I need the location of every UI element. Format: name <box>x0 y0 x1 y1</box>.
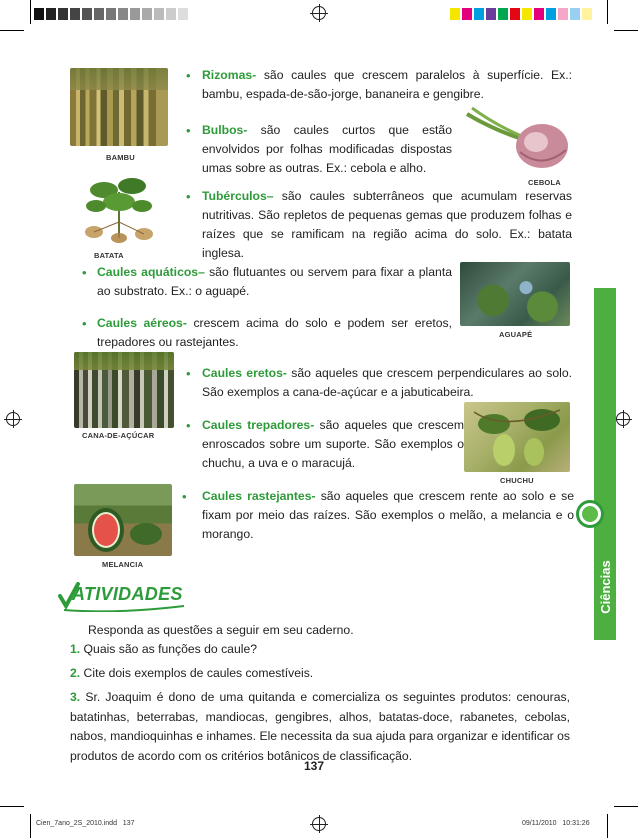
photo-bambu <box>70 68 168 146</box>
photo-chuchu <box>464 402 570 472</box>
term-rastejantes: Caules rastejantes- <box>202 489 316 503</box>
bullet-icon: • <box>186 418 191 433</box>
bullet-icon: • <box>82 316 87 331</box>
activities-intro: Responda as questões a seguir em seu caderno. <box>88 623 354 637</box>
term-eretos: Caules eretos- <box>202 366 287 380</box>
caption-bambu: BAMBU <box>106 153 135 162</box>
question-3-number: 3. <box>70 690 81 704</box>
slug-file: Cien_7ano_2S_2010.indd 137 <box>36 820 135 827</box>
photo-cana <box>74 352 174 428</box>
caption-cebola: CEBOLA <box>528 178 561 187</box>
text-rizomas: são caules que crescem paralelos à superfície. Ex.: bambu, espada-de-são-jorge, bananeira e gengibre. <box>202 68 572 101</box>
section-aquaticos <box>97 263 452 301</box>
registration-mark-left <box>6 412 20 426</box>
text-eretos: são aqueles que crescem perpendiculares ao solo. São exemplos a cana-de-açúcar e a jabuticabeira. <box>202 366 572 399</box>
photo-batata <box>74 172 164 248</box>
term-bulbos: Bulbos- <box>202 123 248 137</box>
potato-plant-illustration <box>74 172 164 248</box>
section-rizomas <box>202 66 572 104</box>
question-1-number: 1. <box>70 642 81 656</box>
text-aereos: crescem acima do solo e podem ser eretos, trepadores ou rastejantes. <box>97 316 453 349</box>
section-rastejantes <box>202 487 574 544</box>
registration-mark-right <box>616 412 630 426</box>
question-3-text: Sr. Joaquim é dono de uma quitanda e comercializa os seguintes produtos: cenouras, batatinhas, beterrabas, mandiocas, gengibres, alhos, batatas-doce, rabanetes, cebolas, nabos, mandioquinhas e inhames. Ele necessita da sua ajuda para organizar e identificar os produtos de acordo com os critérios botânicos de classificação. <box>70 690 570 763</box>
bullet-icon: • <box>186 366 191 381</box>
chayote-illustration <box>464 402 570 472</box>
bullet-icon: • <box>186 68 191 83</box>
photo-cebola <box>462 104 572 174</box>
bullet-icon: • <box>186 189 191 204</box>
text-tuberculos: são caules subterrâneos que acumulam reservas nutritivas. São repletos de pequenas gemas que produzem folhas e raízes que se ramificam na região acima do solo. Ex.: batata inglesa. <box>202 189 572 260</box>
caption-melancia: MELANCIA <box>102 560 144 569</box>
section-eretos <box>202 364 572 402</box>
activities-banner <box>58 580 188 612</box>
side-tab-label: Ciências <box>598 560 613 614</box>
caption-aguape: AGUAPÉ <box>499 330 533 339</box>
question-3 <box>70 688 570 766</box>
section-aereos <box>97 314 452 352</box>
section-trepadores <box>202 416 464 473</box>
caption-chuchu: CHUCHU <box>500 476 534 485</box>
registration-mark-top <box>312 6 326 20</box>
bullet-icon: • <box>186 123 191 138</box>
page-number: 137 <box>304 759 325 773</box>
photo-melancia <box>74 484 172 556</box>
caption-cana: CANA-DE-AÇÚCAR <box>82 431 155 440</box>
term-tuberculos: Tubérculos– <box>202 189 274 203</box>
question-2 <box>70 664 570 684</box>
question-2-text: Cite dois exemplos de caules comestíveis. <box>80 666 314 680</box>
bullet-icon: • <box>182 489 187 504</box>
text-bulbos: são caules curtos que estão envolvidos por folhas modificadas dispostas umas sobre as outras. Ex.: cebola e alho. <box>202 123 452 175</box>
term-aquaticos: Caules aquáticos– <box>97 265 205 279</box>
slug-datetime: 09/11/2010 10:31:26 <box>522 820 590 827</box>
onion-illustration <box>462 104 572 174</box>
text-trepadores: são aqueles que crescem enroscados sobre um suporte. São exemplos o chuchu, a uva e o maracujá. <box>202 418 464 470</box>
term-aereos: Caules aéreos- <box>97 316 187 330</box>
question-1-text: Quais são as funções do caule? <box>80 642 258 656</box>
question-2-number: 2. <box>70 666 81 680</box>
term-rizomas: Rizomas- <box>202 68 257 82</box>
term-trepadores: Caules trepadores- <box>202 418 315 432</box>
photo-aguape <box>460 262 570 326</box>
section-bulbos <box>202 121 452 178</box>
text-rastejantes: são aqueles que crescem rente ao solo e se fixam por meio das raízes. São exemplos o melão, a melancia e o morango. <box>202 489 574 541</box>
registration-mark-bottom <box>312 817 326 831</box>
activities-banner-title: ATIVIDADES <box>72 584 183 604</box>
section-tuberculos <box>202 187 572 263</box>
caption-batata: BATATA <box>94 251 124 260</box>
text-aquaticos: são flutuantes ou servem para fixar a planta ao substrato. Ex.: o aguapé. <box>97 265 452 298</box>
question-1 <box>70 640 570 660</box>
bullet-icon: • <box>82 265 87 280</box>
side-tab-emblem <box>576 500 604 528</box>
watermelon-illustration <box>74 484 172 556</box>
